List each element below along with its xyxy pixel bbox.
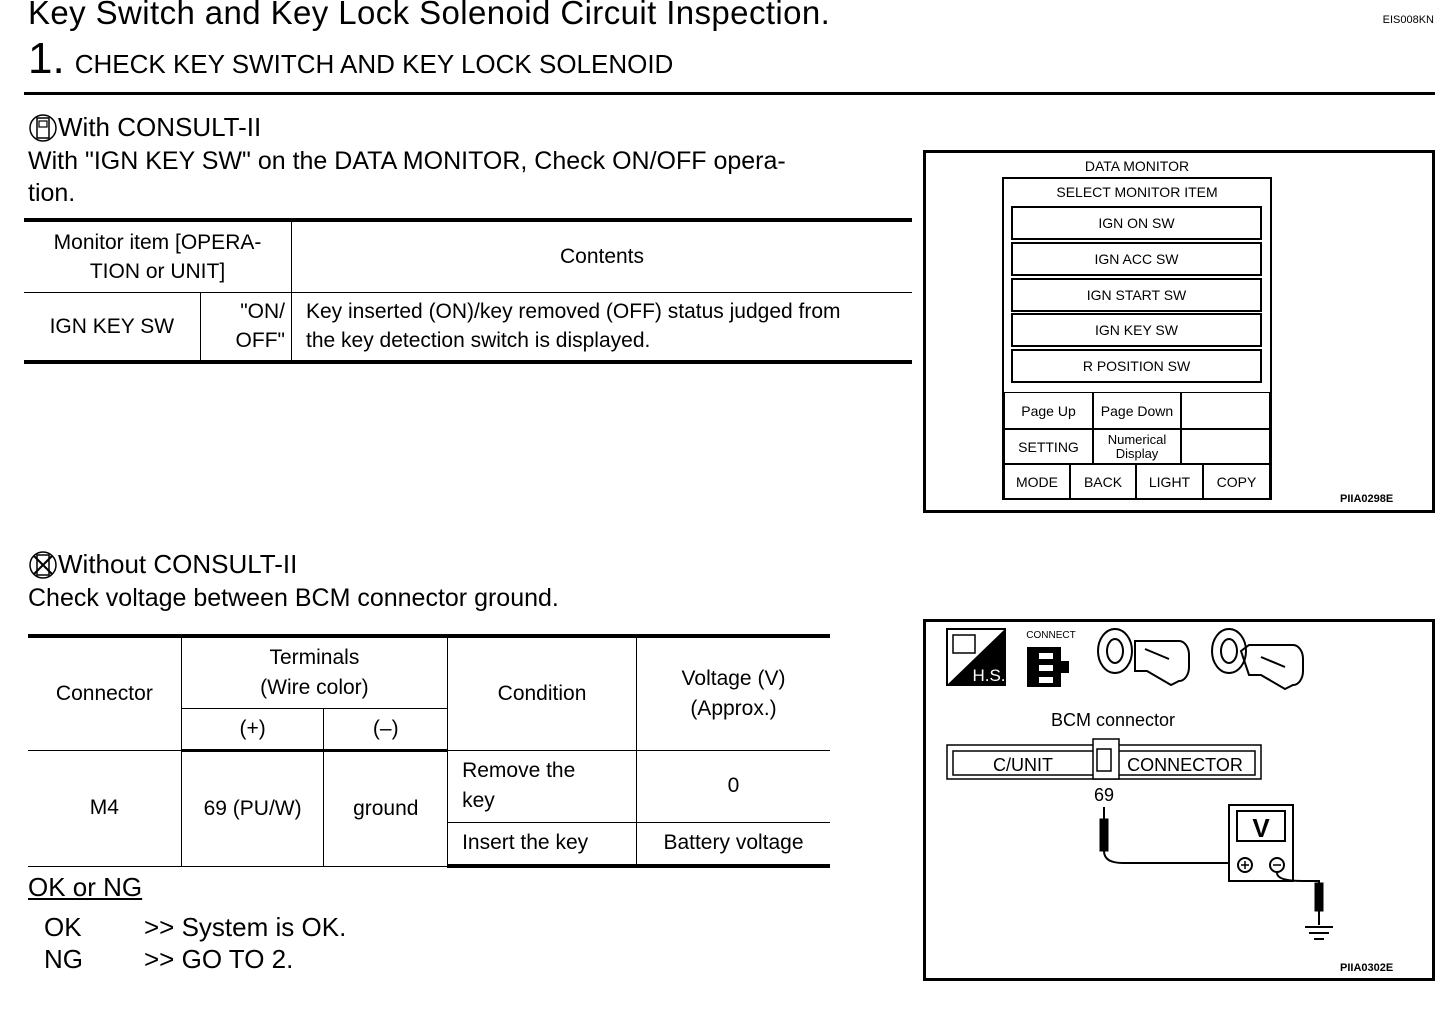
monitor-item-table [24, 218, 912, 364]
terminals-header [181, 636, 447, 708]
connect-icon [1026, 630, 1075, 687]
terminals-header-l1: Terminals [269, 645, 360, 669]
document-id: EIS008KN [1382, 14, 1434, 26]
consult-heading [28, 112, 261, 143]
light-button[interactable]: LIGHT [1136, 464, 1203, 499]
dm-item[interactable]: IGN KEY SW [1011, 313, 1262, 347]
dm-item[interactable]: R POSITION SW [1011, 349, 1262, 383]
setting-button[interactable]: SETTING [1004, 429, 1093, 464]
page-up-button[interactable]: Page Up [1004, 392, 1093, 429]
dm-title: DATA MONITOR [1084, 158, 1190, 174]
monitor-contents-l2: the key detection switch is displayed. [306, 329, 651, 353]
dm-figure-id: PIIA0298E [1340, 493, 1394, 505]
condition-cell-l1: Remove the [462, 759, 576, 782]
no-consult-heading-text: Without CONSULT-II [58, 549, 298, 579]
ok-label: OK [44, 912, 82, 942]
bcm-wiring-diagram [923, 619, 1435, 981]
voltage-cell: Battery voltage [637, 822, 831, 866]
test-probe [1100, 807, 1245, 863]
numerical-display-l1: Numerical [1107, 431, 1167, 447]
condition-cell [448, 750, 637, 822]
result-heading: OK or NG [28, 872, 143, 902]
monitor-item-cell: IGN KEY SW [24, 292, 200, 362]
minus-header: (–) [324, 708, 448, 750]
harness-side-icon [947, 629, 1006, 685]
condition-header: Condition [448, 636, 637, 750]
plus-header: (+) [181, 708, 324, 750]
voltage-header [637, 636, 831, 750]
numerical-display-button[interactable] [1093, 429, 1181, 464]
contents-header: Contents [292, 220, 913, 292]
dm-item[interactable]: IGN ON SW [1011, 206, 1262, 240]
consult-heading-text: With CONSULT-II [58, 112, 262, 142]
key-insert-icon [1212, 629, 1303, 689]
minus-terminal-cell: ground [324, 750, 448, 866]
condition-cell-l2: key [462, 789, 495, 812]
connector-header: Connector [28, 636, 181, 750]
plus-terminal-cell: 69 (PU/W) [181, 750, 324, 866]
voltmeter-label: V [1252, 813, 1270, 843]
header-divider [24, 92, 1435, 95]
monitor-contents-cell [292, 292, 913, 362]
no-consult-instruction: Check voltage between BCM connector ground. [28, 584, 559, 612]
back-button[interactable]: BACK [1070, 464, 1136, 499]
monitor-item-header [24, 220, 292, 292]
consult-tool-icon [28, 113, 58, 143]
blank-button [1181, 429, 1270, 464]
dm-item[interactable]: IGN ACC SW [1011, 242, 1262, 276]
voltage-cell: 0 [637, 750, 831, 822]
voltmeter [1229, 805, 1293, 881]
cunit-label: C/UNIT [993, 755, 1053, 775]
svg-text:H.S.: H.S. [972, 666, 1006, 685]
monitor-item-header-l1: Monitor item [OPERA- [53, 230, 262, 254]
bcm-connector [947, 739, 1261, 779]
ng-text: >> GO TO 2. [144, 944, 294, 974]
bcm-connector-title: BCM connector [1050, 710, 1176, 730]
no-consult-icon [28, 550, 58, 580]
dm-item[interactable]: IGN START SW [1011, 278, 1262, 312]
ok-text: >> System is OK. [144, 912, 347, 942]
step-title: CHECK KEY SWITCH AND KEY LOCK SOLENOID [74, 49, 674, 79]
connector-cell: M4 [28, 750, 181, 866]
dm-subtitle: SELECT MONITOR ITEM [1056, 184, 1218, 200]
svg-text:CONNECT: CONNECT [1026, 630, 1076, 641]
consult-instruction [28, 145, 786, 209]
numerical-display-l2: Display [1115, 445, 1159, 461]
monitor-item-header-l2: TION or UNIT] [89, 259, 226, 283]
page-down-button[interactable]: Page Down [1093, 392, 1181, 429]
monitor-unit-l2: OFF" [235, 329, 285, 353]
step-number: 1. [28, 34, 65, 83]
terminals-header-l2: (Wire color) [260, 675, 369, 699]
terminal-number: 69 [1093, 785, 1115, 805]
voltage-table [28, 634, 830, 868]
no-consult-heading [28, 549, 297, 580]
key-remove-icon [1098, 629, 1189, 685]
mode-button[interactable]: MODE [1004, 464, 1070, 499]
ng-label: NG [44, 944, 83, 974]
voltage-header-l1: Voltage (V) [681, 666, 786, 690]
voltage-header-l2: (Approx.) [690, 696, 777, 720]
step-heading [28, 34, 673, 84]
page-title: Key Switch and Key Lock Solenoid Circuit Inspection. [28, 0, 831, 31]
consult-instruction-line1: With "IGN KEY SW" on the DATA MONITOR, Check ON/OFF opera- [28, 147, 786, 175]
monitor-unit-l1: "ON/ [240, 300, 285, 324]
ground-icon [1305, 927, 1333, 939]
consult-instruction-line2: tion. [28, 179, 76, 207]
copy-button[interactable]: COPY [1203, 464, 1270, 499]
blank-button [1181, 392, 1270, 429]
connector-label: CONNECTOR [1127, 755, 1243, 775]
bcm-figure-id: PIIA0302E [1340, 962, 1394, 974]
monitor-contents-l1: Key inserted (ON)/key removed (OFF) status judged from [306, 300, 841, 324]
monitor-unit-cell [200, 292, 291, 362]
condition-cell: Insert the key [448, 822, 637, 866]
